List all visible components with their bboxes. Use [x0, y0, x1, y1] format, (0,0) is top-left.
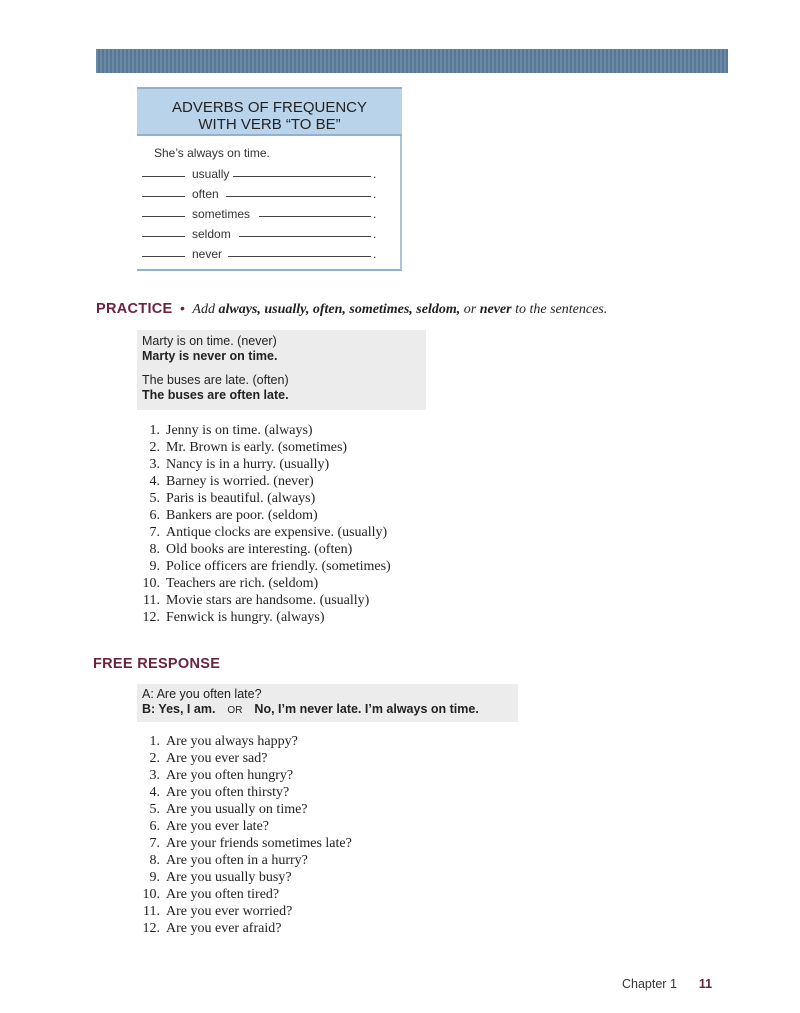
list-item: [130, 886, 352, 903]
list-item: [130, 784, 352, 801]
item-number: 4.: [149, 785, 160, 800]
list-item: [130, 801, 352, 818]
list-item: [130, 422, 391, 439]
item-number: 3.: [149, 457, 160, 472]
blank-line: [233, 176, 371, 177]
list-item: [130, 507, 391, 524]
item-text: Jenny is on time. (always): [166, 423, 313, 438]
item-text: Teachers are rich. (seldom): [166, 576, 319, 591]
list-item: [130, 852, 352, 869]
list-item: [130, 473, 391, 490]
practice-exercise-list: [130, 422, 391, 626]
item-number: 7.: [149, 836, 160, 851]
item-number: 6.: [149, 819, 160, 834]
period: .: [373, 247, 377, 261]
blank-line: [226, 196, 371, 197]
grammar-row: [137, 244, 400, 264]
grammar-box-body: [137, 136, 402, 271]
page-number: 11: [698, 977, 713, 991]
item-number: 11.: [143, 904, 160, 919]
item-number: 10.: [142, 576, 160, 591]
list-item: [130, 575, 391, 592]
item-number: 3.: [149, 768, 160, 783]
list-item: [130, 903, 352, 920]
item-text: Are you usually on time?: [166, 802, 308, 817]
chapter-label: Chapter 1: [622, 977, 677, 991]
example-answer: [142, 702, 518, 718]
example-question: Marty is on time. (never): [142, 334, 277, 348]
item-text: Are you ever worried?: [166, 904, 293, 919]
item-text: Are you often in a hurry?: [166, 853, 308, 868]
item-number: 1.: [149, 734, 160, 749]
practice-instruction-line: [96, 300, 756, 318]
grammar-title-line2: WITH VERB “TO BE”: [198, 116, 341, 133]
instruction-text: Add: [192, 302, 219, 317]
example-answer: Marty is never on time.: [142, 349, 278, 363]
instruction-text: to the sentences.: [511, 302, 608, 317]
item-number: 11.: [143, 593, 160, 608]
item-text: Police officers are friendly. (sometimes): [166, 559, 391, 574]
list-item: [130, 869, 352, 886]
item-number: 1.: [149, 423, 160, 438]
blank-line: [142, 256, 185, 257]
or-word: OR: [227, 705, 243, 716]
list-item: [130, 439, 391, 456]
blank-line: [142, 176, 185, 177]
grammar-example: She’s always on time.: [154, 146, 270, 160]
list-item: [130, 818, 352, 835]
item-number: 5.: [149, 491, 160, 506]
blank-line: [259, 216, 371, 217]
item-text: Are you often thirsty?: [166, 785, 290, 800]
adverb-label: seldom: [192, 227, 231, 241]
adverb-label: often: [192, 187, 219, 201]
item-number: 7.: [149, 525, 160, 540]
list-item: [130, 750, 352, 767]
list-item: [130, 835, 352, 852]
item-number: 12.: [142, 610, 160, 625]
example-answer-long: No, I’m never late. I’m always on time.: [254, 702, 479, 716]
grammar-title-line1: ADVERBS OF FREQUENCY: [171, 99, 368, 116]
item-text: Old books are interesting. (often): [166, 542, 353, 557]
blank-line: [228, 256, 371, 257]
item-number: 12.: [142, 921, 160, 936]
instruction-adverb-never: never: [479, 302, 512, 317]
example-question: The buses are late. (often): [142, 373, 289, 387]
adverb-label: usually: [192, 167, 230, 181]
list-item: [130, 592, 391, 609]
instruction-adverbs: always, usually, often, sometimes, seldom,: [218, 302, 461, 317]
example-answer-short: B: Yes, I am.: [142, 702, 216, 716]
blank-line: [142, 236, 185, 237]
grammar-row: [137, 224, 400, 244]
grammar-row: [137, 184, 400, 204]
item-text: Are you often hungry?: [166, 768, 294, 783]
list-item: [130, 558, 391, 575]
item-number: 2.: [149, 440, 160, 455]
example-answer: The buses are often late.: [142, 388, 289, 402]
free-response-example-box: [137, 684, 518, 722]
item-number: 4.: [149, 474, 160, 489]
grammar-box-header: [137, 87, 402, 136]
period: .: [373, 207, 377, 221]
item-text: Are you ever sad?: [166, 751, 268, 766]
item-text: Are you always happy?: [166, 734, 298, 749]
item-number: 6.: [149, 508, 160, 523]
item-text: Bankers are poor. (seldom): [166, 508, 318, 523]
blank-line: [239, 236, 371, 237]
list-item: [130, 920, 352, 937]
item-text: Are your friends sometimes late?: [166, 836, 352, 851]
item-text: Barney is worried. (never): [166, 474, 314, 489]
item-text: Mr. Brown is early. (sometimes): [166, 440, 348, 455]
blank-line: [142, 216, 185, 217]
item-number: 8.: [149, 853, 160, 868]
free-response-question-list: [130, 733, 352, 937]
list-item: [130, 733, 352, 750]
list-item: [130, 767, 352, 784]
item-text: Movie stars are handsome. (usually): [166, 593, 370, 608]
item-number: 9.: [149, 559, 160, 574]
item-text: Antique clocks are expensive. (usually): [166, 525, 388, 540]
item-number: 2.: [149, 751, 160, 766]
item-number: 8.: [149, 542, 160, 557]
list-item: [130, 524, 391, 541]
item-text: Nancy is in a hurry. (usually): [166, 457, 330, 472]
item-number: 5.: [149, 802, 160, 817]
grammar-row: [137, 204, 400, 224]
instruction-text: or: [460, 302, 480, 317]
period: .: [373, 227, 377, 241]
page-footer: [622, 977, 712, 991]
list-item: [130, 609, 391, 626]
list-item: [130, 541, 391, 558]
list-item: [130, 490, 391, 507]
period: .: [373, 167, 377, 181]
list-item: [130, 456, 391, 473]
item-number: 9.: [149, 870, 160, 885]
item-number: 10.: [142, 887, 160, 902]
adverb-label: sometimes: [192, 207, 251, 221]
item-text: Paris is beautiful. (always): [166, 491, 316, 506]
practice-heading: PRACTICE: [96, 301, 173, 317]
practice-example-box: [137, 330, 426, 410]
adverb-label: never: [192, 247, 223, 261]
period: .: [373, 187, 377, 201]
free-response-heading: FREE RESPONSE: [93, 656, 221, 672]
blank-line: [142, 196, 185, 197]
item-text: Are you ever late?: [166, 819, 269, 834]
grammar-row: [137, 164, 400, 184]
item-text: Fenwick is hungry. (always): [166, 610, 325, 625]
example-question: A: Are you often late?: [142, 687, 262, 701]
item-text: Are you usually busy?: [166, 870, 292, 885]
grammar-box: [137, 87, 402, 273]
top-banner-band: [96, 49, 728, 73]
item-text: Are you ever afraid?: [166, 921, 282, 936]
item-text: Are you often tired?: [166, 887, 280, 902]
bullet: •: [180, 300, 185, 316]
